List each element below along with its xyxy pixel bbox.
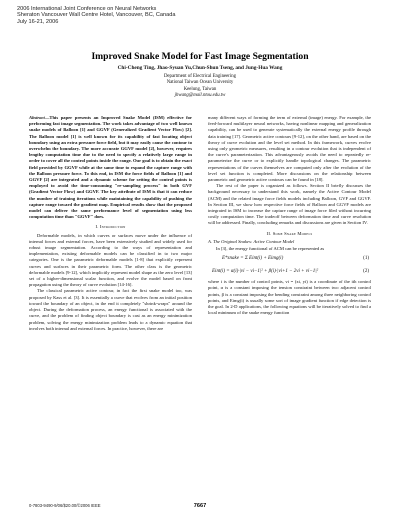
intro-paragraph-2: The classical parametric active contour, in fact the first snake model too, was proposed by Kass et al. [3]. It is essentially a curve that evolves from an initial position toward the boundary of an object, in the end it completely "shrink-wraps" around the object. During the deformation process, an energy functional is associated with the curve, and the problem of finding object boundary is cast as an energy minimization problem, solving the energy minimization problem leads to a dynamic equation that involves both internal and external forces. In practice, however, there are xyxy=(29,288,192,331)
conference-venue: Sheraton Vancouver Wall Centre Hotel, Vancouver, BC, Canada xyxy=(17,12,176,19)
abstract xyxy=(29,115,192,220)
paper-title: Improved Snake Model for Fast Image Segmentation xyxy=(91,51,309,62)
intro-paragraph-3: many different ways of forming the term of external (image) energy. For example, the feed-forward multilayer neural networks, having nonlinear mapping and generalization capability, can be used to generate systematically the external energy profile through data training [17]. Geometric active contours [9-12], on the other hand, are based on the theory of curve evolution and the level set method. In this framework, curves evolve using only geometric measures, resulting in a contour evolution that is independent of the curve's parameterization. This advantageously avoids the need to repeatedly re-parameterize the curve or to explicitly handle topological changes. The parametric representations of the curves themselves are computed only after the evolution of the level set function is completed. More discussions on the relationship between parametric and geometric active contours can be found in [18]. xyxy=(208,115,371,183)
affiliation-city: Keelung, Taiwan xyxy=(183,86,217,92)
left-column xyxy=(29,115,192,332)
acm-explanation-paragraph: where i is the number of control points, vi = (xi, yi) is a coordinate of the ith control point, α is a constant imposing the tension constraint between two adjacent control points, β is a constant imposing the bending constraint among three neighboring control points, and Eimg(i) is usually some sort of image gradient function if edge detection is the goal. In 2-D applications, the following equations will be iteratively solved to find a local minimum of the snake energy function xyxy=(208,279,371,316)
section-heading-snake-models: II. Some Snake Models xyxy=(266,230,313,236)
conference-name: 2006 International Joint Conference on Neural Networks xyxy=(17,6,157,12)
affiliation-department: Department of Electrical Engineering xyxy=(163,74,237,79)
subsection-heading-acm: A. The Original Snakes: Active Contour Model xyxy=(208,238,295,244)
abstract-text: —This paper presents an Improved Snake Model (ISM) effective for performing fast image segmentation. The work takes advantage of two well known snake models of Balloon [1] and GGVF (Generalized Gradient Vector Flow) [2]. The Balloon model [1] is well known for its capability of fast locating object boundary using an extra pressure force field, but it may easily cause the contour to overwhelm the boundary. The more accurate GGVF model [2], however, requires lengthy computation time due to the need to specify a relatively large range in order to cover all the control points inside the range. Our goal is to obtain the exact field provided by GGVF while at the same time to expand the capture range with the Balloon pressure force. To this end, in ISM the force fields of Balloon [1] and GGVF [2] are integrated and a dynamic scheme for setting the control points is employed to avoid the time-consuming "re-sampling process" in both GVF (Gradient Vector Flow) and GGVF. The key attribute of ISM is that it can reduce the number of training iterations while maintaining the capability of pushing the capture range toward the gradient map. Empirical results show that the proposed model can deliver the same performance level of segmentation using less computation time than "GGVF" does. xyxy=(29,115,192,220)
equation-1-number: (1) xyxy=(363,256,369,262)
equation-1 xyxy=(208,253,371,265)
conference-dates: July 16-21, 2006 xyxy=(17,18,59,25)
affiliation-university: National Taiwan Ocean University xyxy=(166,80,234,86)
right-column xyxy=(208,115,371,316)
abstract-label: Abstract xyxy=(29,115,45,120)
conference-header xyxy=(17,6,317,25)
section-heading-introduction: I. Introduction xyxy=(95,224,126,230)
intro-paragraph-4: The rest of the paper is organized as follows. Section II briefly discusses the background necessary to understand this work, namely the Active Contour Model (ACM) and the related image force fields models including Balloon, GVF and GGVF. In Section III, we show how respective force fields of Balloon and GGVF models are integrated in ISM to increase the capture range of image force filed without incurring costly computation time. The tradeoff between deformation time and curve resolution will be addressed. Finally, concluding remarks and discussions are given in Section IV. xyxy=(208,183,371,226)
equation-2-body: Eint(i) = α(i)·|vi − vi−1|² + β(i)·|vi+1 − 2vi + vi−1|² xyxy=(212,269,319,275)
equation-1-body: E*snake = Σ Eint(i) + Eimg(i) xyxy=(222,256,284,262)
author-email: jhwang@mail.ntou.edu.tw xyxy=(174,93,226,99)
intro-paragraph-1: Deformable models, in which curves or surfaces move under the influence of internal forces and external forces, have been extensively studied and widely used for robust image segmentation. According to the ways of representation and implementation, existing deformable models can be classified in to two major categories. One is the parametric deformable models [1-8] that explicitly represent curves and surfaces in their parametric form. The other class is the geometric deformable models [9-12], which implicitly represent model shape as the zero level [13] set of a higher-dimensional scalar function, and evolve the model based on front propagation using the theory of curve evolution [14-16]. xyxy=(29,232,192,288)
equation-2 xyxy=(208,266,371,278)
page-number: 7667 xyxy=(193,503,207,509)
copyright-footer: 0-7803-9490-9/06/$20.00/©2006 IEEE xyxy=(29,503,101,508)
equation-2-number: (2) xyxy=(363,269,369,275)
paper-authors: Chi-Cheng Ting, Jhao-Syuan Yu,Chun-Shun Tseng, and Jung-Hua Wang xyxy=(117,65,283,71)
acm-intro-paragraph: In [3], the energy functional of ACM can be represented as xyxy=(216,246,325,252)
affiliation xyxy=(0,74,400,100)
